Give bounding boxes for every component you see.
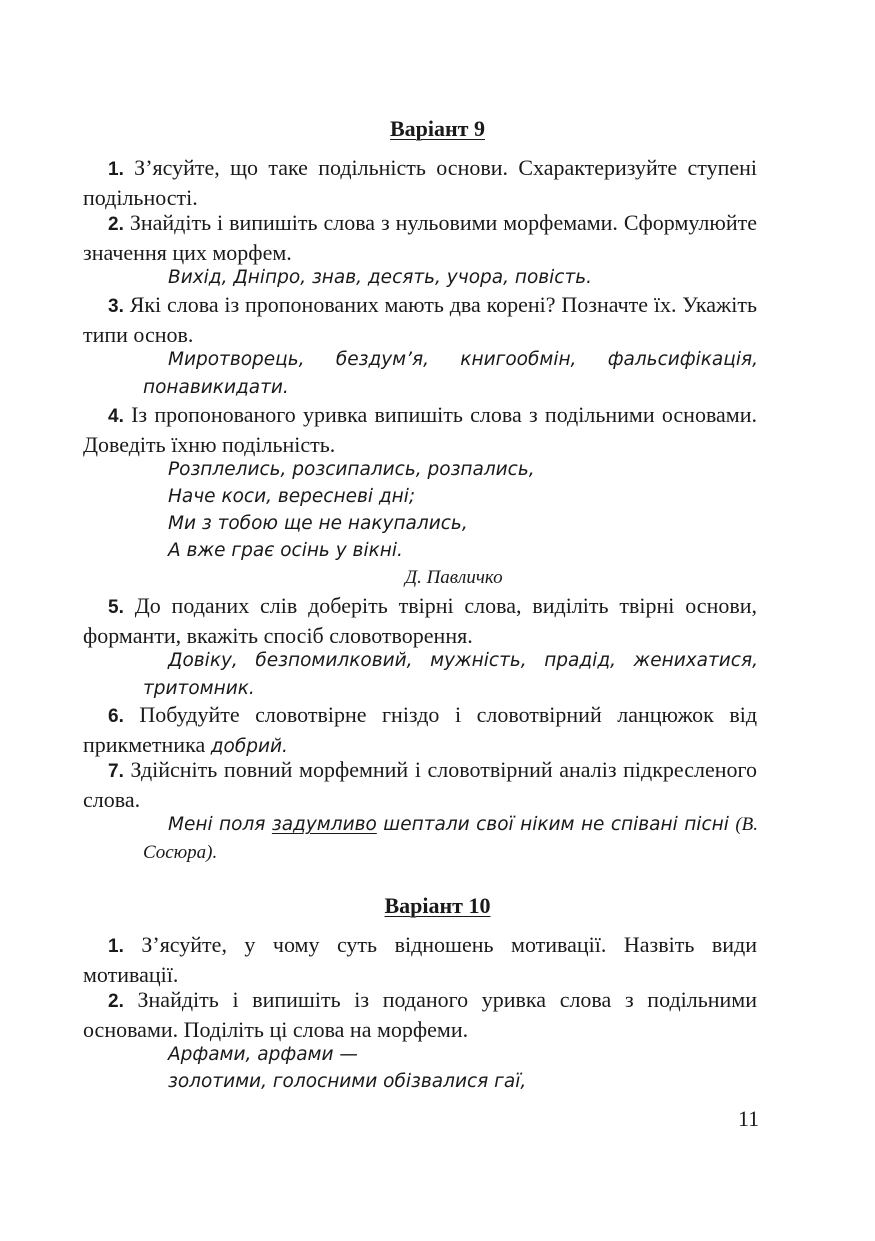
v9-task-2: 2. Знайдіть і випишіть слова з нульовими морфемами. Сформулюйте значення цих морфем. [83, 210, 757, 265]
v9-poem-line-1: Розплелись, розсипались, розпались, [168, 459, 535, 480]
v9-task-1: 1. З’ясуйте, що таке подільність основи. Схарактеризуйте ступені подільності. [83, 155, 757, 210]
v9-task-6: 6. Побудуйте словотвірне гніздо і словотвірний ланцюжок від прикметника добрий. [83, 702, 758, 757]
v9-task-5-example: Довіку, безпомилковий, мужність, прадід, женихатися, тритомник. [143, 650, 758, 699]
v9-poem-line-2: Наче коси, вересневі дні; [168, 486, 416, 507]
v9-task-3-example: Миротворець, бездум’я, книгообмін, фальсифікація, понавикидати. [143, 349, 758, 398]
v10-task-1: 1. З’ясуйте, у чому суть відношень мотивації. Назвіть види мотивації. [83, 932, 757, 987]
v9-poem-author: Д. Павличко [405, 567, 503, 588]
v9-task-2-example: Вихід, Дніпро, знав, десять, учора, повість. [168, 267, 593, 288]
v9-task-7: 7. Здійсніть повний морфемний і словотвірний аналіз підкресленого слова. [83, 757, 757, 812]
v10-task-2: 2. Знайдіть і випишіть із поданого уривка слова з подільними основами. Поділіть ці слова на морфеми. [83, 987, 757, 1042]
v9-task-4: 4. Із пропонованого уривка випишіть слова з подільними основами. Доведіть їхню подільність. [83, 402, 757, 457]
v9-task-5: 5. До поданих слів доберіть твірні слова, виділіть твірні основи, форманти, вкажіть спосіб словотворення. [83, 593, 757, 648]
v9-poem-line-4: А вже грає осінь у вікні. [168, 540, 403, 561]
variant-10-title: Варіант 10 [384, 893, 491, 918]
v10-poem-line-2: золотими, голосними обізвалися гаї, [168, 1071, 527, 1092]
v10-poem-line-1: Арфами, арфами — [168, 1044, 358, 1065]
v9-poem-line-3: Ми з тобою ще не накупались, [168, 513, 468, 534]
v9-task-3: 3. Які слова із пропонованих мають два корені? Позначте їх. Укажіть типи основ. [83, 292, 758, 347]
underlined-word: задумливо [271, 814, 377, 835]
v9-task-7-example: Мені поля задумливо шептали свої ніким не співані пісні (В. Сосюра). [143, 814, 759, 863]
page-number: 11 [738, 1106, 760, 1131]
variant-9-title: Варіант 9 [389, 116, 485, 141]
